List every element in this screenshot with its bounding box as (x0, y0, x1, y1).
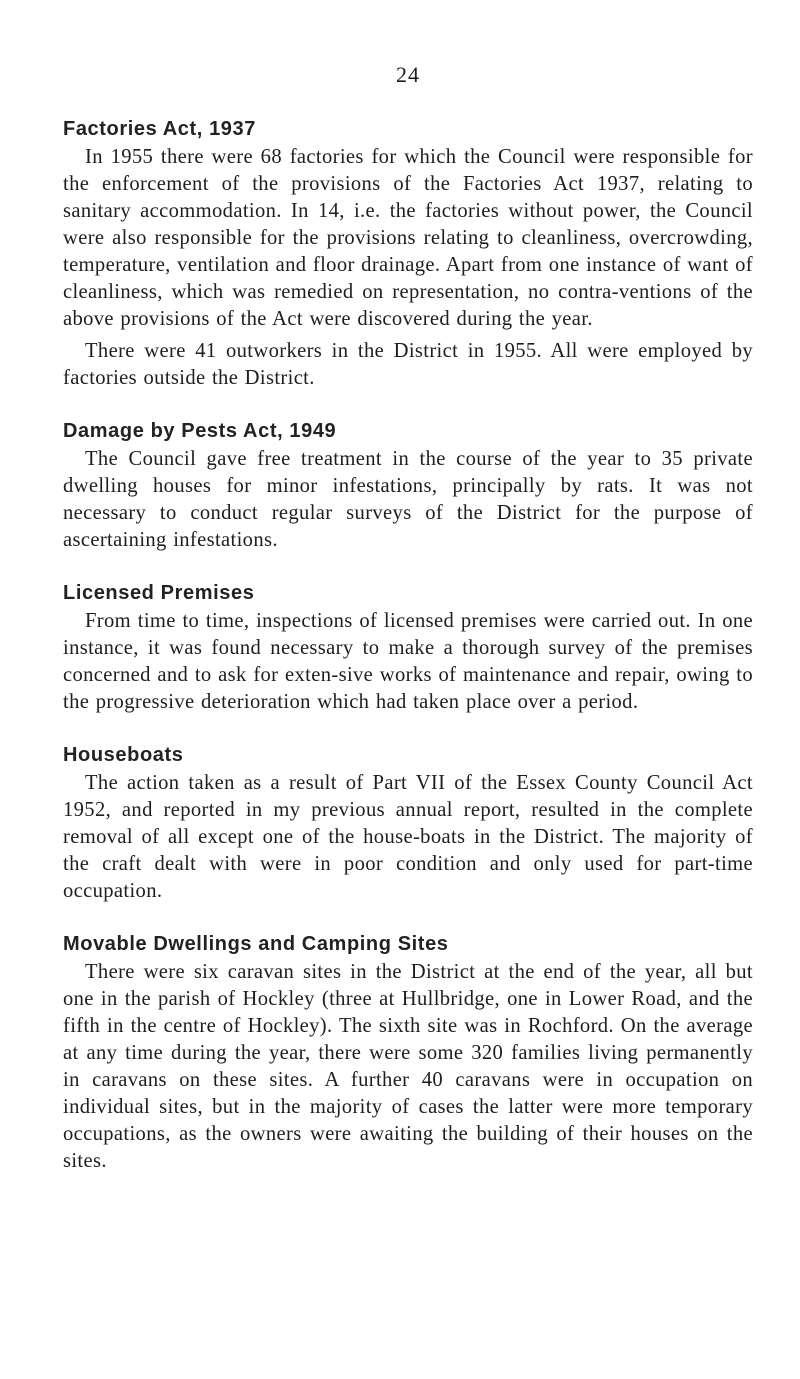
page-number: 24 (396, 62, 420, 87)
sections (63, 118, 753, 1203)
section-heading: Factories Act, 1937 (63, 118, 256, 140)
section-paragraph: There were 41 outworkers in the District in 1955. All were employed by factories outside the District. (63, 340, 753, 389)
section-damage-by-pests-act (63, 420, 753, 554)
section-paragraph: There were six caravan sites in the District at the end of the year, all but one in the parish of Hockley (three at Hullbridge, one in Lower Road, and the fifth in the centre of Hockley). The sixth site was in Rochford. On the average at any time during the year, there were some 320 families living permanently in caravans on these sites. A further 40 caravans were in occupation on individual sites, but in the majority of cases the latter were more temporary occupations, as the owners were awaiting the building of their houses on the sites. (63, 961, 753, 1172)
section-paragraph: The Council gave free treatment in the course of the year to 35 private dwelling houses for minor infestations, principally by rats. It was not necessary to conduct regular surveys of the District for the purpose of ascertaining infestations. (63, 448, 753, 551)
section-houseboats (63, 744, 753, 905)
section-movable-dwellings (63, 933, 753, 1175)
section-paragraph: The action taken as a result of Part VII of the Essex County Council Act 1952, and reported in my previous annual report, resulted in the complete removal of all except one of the house-boats in the District. The majority of the craft dealt with were in poor condition and only used for part-time occupation. (63, 772, 753, 902)
section-heading: Houseboats (63, 744, 184, 766)
section-licensed-premises (63, 582, 753, 716)
section-paragraph: From time to time, inspections of licensed premises were carried out. In one instance, it was found necessary to make a thorough survey of the premises concerned and to ask for exten-sive works of maintenance and repair, owing to the progressive deterioration which had taken place over a period. (63, 610, 753, 713)
section-heading: Licensed Premises (63, 582, 255, 604)
section-paragraph: In 1955 there were 68 factories for which the Council were responsible for the enforcement of the provisions of the Factories Act 1937, relating to sanitary accommodation. In 14, i.e. the factories without power, the Council were also responsible for the provisions relating to cleanliness, overcrowding, temperature, ventilation and floor drainage. Apart from one instance of want of cleanliness, which was remedied on representation, no contra-ventions of the above provisions of the Act were discovered during the year. (63, 146, 753, 330)
section-heading: Damage by Pests Act, 1949 (63, 420, 337, 442)
section-factories-act (63, 118, 753, 392)
section-heading: Movable Dwellings and Camping Sites (63, 933, 449, 955)
